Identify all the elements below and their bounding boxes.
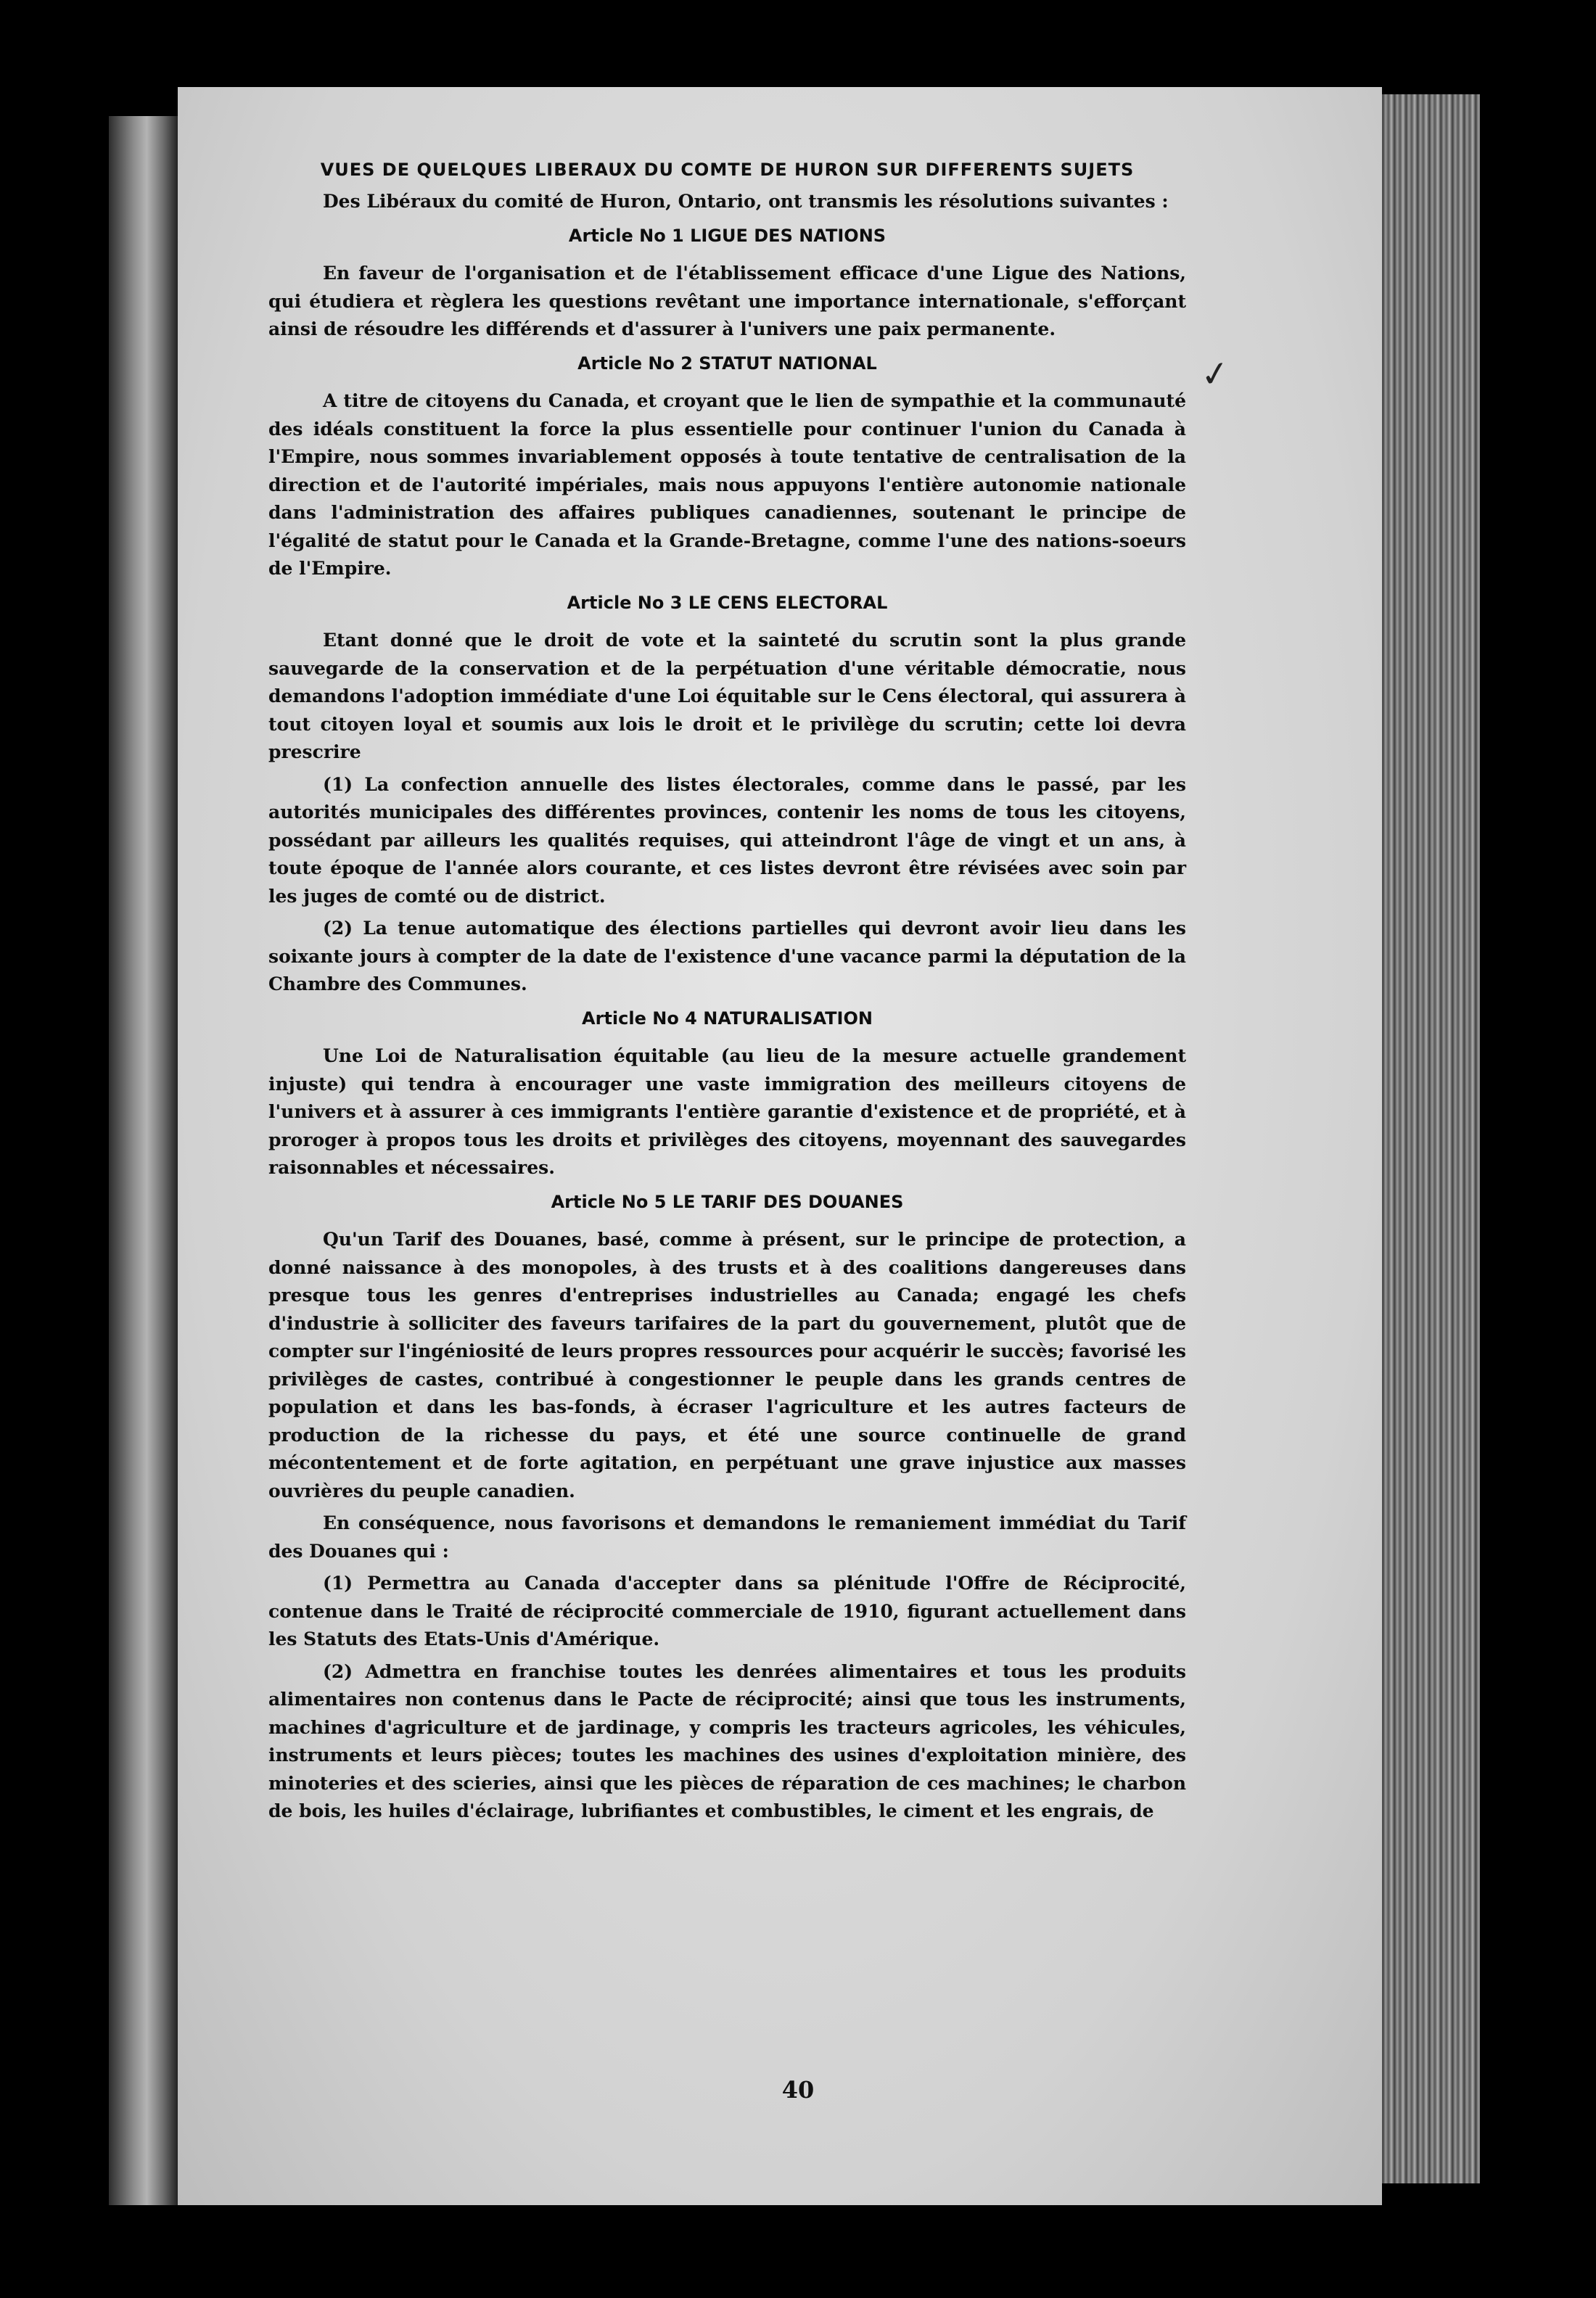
article-heading: Article No 1 LIGUE DES NATIONS: [568, 225, 887, 246]
article-4: [268, 1005, 1186, 1182]
article-paragraph: (2) La tenue automatique des élections partielles qui devront avoir lieu dans les soixante jours à compter de la date de l'existence d'une vacance parmi la députation de la Chambre des Communes.: [268, 918, 1186, 994]
article-1: [268, 222, 1186, 344]
article-heading: Article No 3 LE CENS ELECTORAL: [567, 592, 888, 613]
article-heading: Article No 2 STATUT NATIONAL: [577, 353, 877, 374]
article-heading: Article No 5 LE TARIF DES DOUANES: [551, 1191, 904, 1212]
page-number: 40: [781, 2076, 815, 2104]
intro-paragraph: Des Libéraux du comité de Huron, Ontario, ont transmis les résolutions suivantes :: [323, 191, 1169, 212]
article-3: [268, 589, 1186, 999]
article-paragraph: (1) La confection annuelle des listes électorales, comme dans le passé, par les autorités municipales des différentes provinces, contenir les noms de tous les citoyens, possédant par ailleurs les qualités requises, qui atteindront l'âge de vingt et un ans, à toute époque de l'année alors courante, et ces listes devront être révisées avec soin par les juges de comté ou de district.: [268, 773, 1186, 907]
article-2: [268, 350, 1186, 583]
page-edge-stack: [1371, 94, 1480, 2183]
article-heading: Article No 4 NATURALISATION: [582, 1008, 873, 1029]
page-title: VUES DE QUELQUES LIBERAUX DU COMTE DE HURON SUR DIFFERENTS SUJETS: [320, 160, 1135, 180]
article-5: [268, 1188, 1186, 1826]
article-paragraph: (1) Permettra au Canada d'accepter dans sa plénitude l'Offre de Réciprocité, contenue dans le Traité de réciprocité commerciale de 1910, figurant actuellement dans les Statuts des Etats-Unis d'Amérique.: [268, 1573, 1186, 1650]
handwritten-check-mark: ✓: [1198, 352, 1233, 397]
article-paragraph: A titre de citoyens du Canada, et croyant que le lien de sympathie et la communauté des idéals constituent la force la plus essentielle pour continuer l'union du Canada à l'Empire, nous sommes invariablement opposés à toute tentative de centralisation de la direction et de l'autorité impériales, mais nous appuyons l'entière autonomie nationale dans l'administration des affaires publiques canadiennes, soutenant le principe de l'égalité de statut pour le Canada et la Grande-Bretagne, comme l'une des nations-soeurs de l'Empire.: [268, 390, 1186, 579]
film-strip-left: [109, 116, 178, 2205]
article-paragraph: Qu'un Tarif des Douanes, basé, comme à présent, sur le principe de protection, a donné naissance à des monopoles, à des trusts et à des coalitions dangereuses dans presque tous les genres d'entreprises industrielles au Canada; engagé les chefs d'industrie à solliciter des faveurs tarifaires de la part du gouvernement, plutôt que de compter sur l'ingéniosité de leurs propres ressources pour acquérir le succès; favorisé les privilèges de castes, contribué à congestionner le peuple dans les grands centres de population et dans les bas-fonds, à écraser l'agriculture et les autres facteurs de production de la richesse du pays, et été une source continuelle de grand mécontentement et de forte agitation, en perpétuant une grave injustice aux masses ouvrières du peuple canadien.: [268, 1229, 1186, 1502]
article-paragraph: (2) Admettra en franchise toutes les denrées alimentaires et tous les produits alimentaires non contenus dans le Pacte de réciprocité; ainsi que tous les instruments, machines d'agriculture et de jardinage, y compris les tracteurs agricoles, les véhicules, instruments et leurs pièces; toutes les machines des usines d'exploitation minière, des minoteries et des scieries, ainsi que les pièces de réparation de ces machines; le charbon de bois, les huiles d'éclairage, lubrifiantes et combustibles, le ciment et les engrais, de: [268, 1660, 1186, 1821]
article-paragraph: Etant donné que le droit de vote et la sainteté du scrutin sont la plus grande sauvegarde de la conservation et de la perpétuation d'une véritable démocratie, nous demandons l'adoption immédiate d'une Loi équitable sur le Cens électoral, qui assurera à tout citoyen loyal et soumis aux lois le droit et le privilège du scrutin; cette loi devra prescrire: [268, 630, 1186, 762]
article-paragraph: Une Loi de Naturalisation équitable (au lieu de la mesure actuelle grandement injuste) qui tendra à encourager une vaste immigration des meilleurs citoyens de l'univers et à assurer à ces immigrants l'entière garantie d'existence et de propriété, et à proroger à propos tous les droits et privilèges des citoyens, moyennant des sauvegardes raisonnables et nécessaires.: [268, 1045, 1186, 1178]
article-paragraph: En faveur de l'organisation et de l'établissement efficace d'une Ligue des Nations, qui étudiera et règlera les questions revêtant une importance internationale, s'efforçant ainsi de résoudre les différends et d'assurer à l'univers une paix permanente.: [268, 263, 1186, 339]
article-paragraph: En conséquence, nous favorisons et demandons le remaniement immédiat du Tarif des Douanes qui :: [268, 1512, 1186, 1562]
document-body: [268, 156, 1186, 1830]
